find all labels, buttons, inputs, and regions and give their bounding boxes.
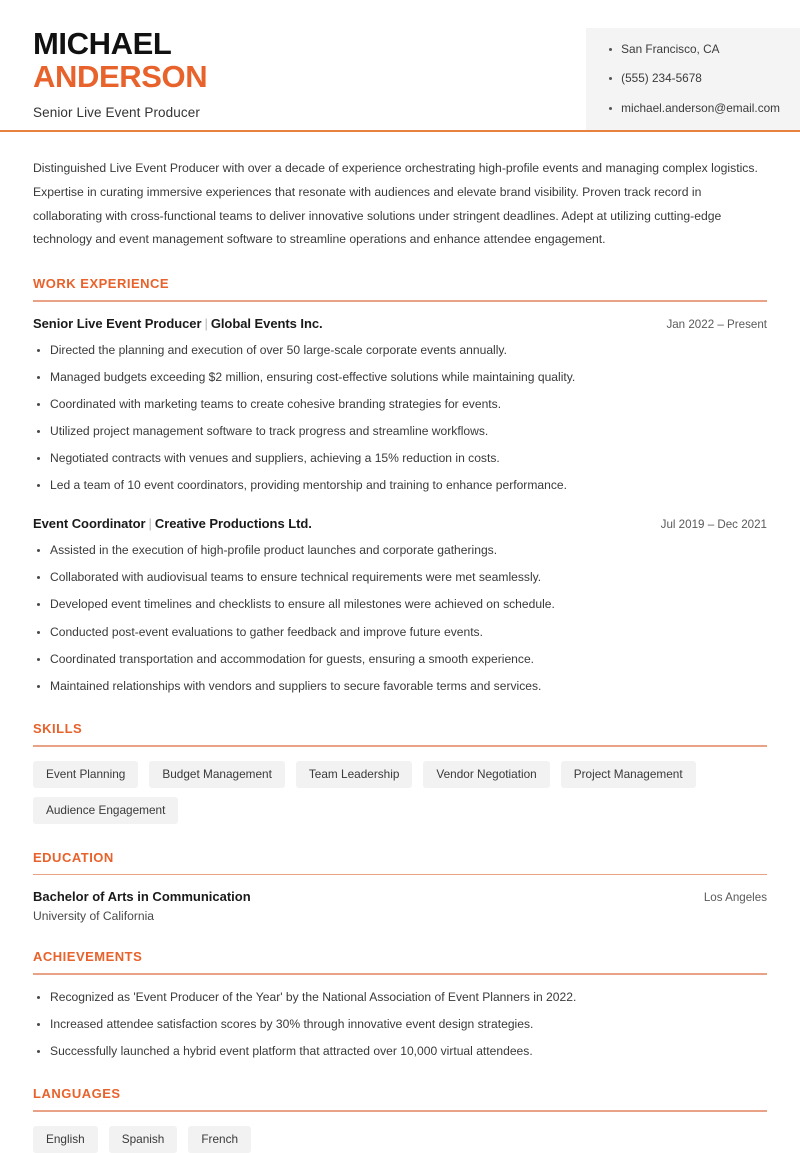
language-chip: Spanish (109, 1126, 178, 1153)
experience-company: Creative Productions Ltd. (154, 516, 312, 532)
section-languages (33, 1086, 767, 1153)
job-title: Senior Live Event Producer (33, 104, 200, 120)
section-title-achievements: ACHIEVEMENTS (33, 949, 143, 965)
experience-bullets (33, 542, 767, 695)
education-entry (33, 889, 767, 923)
experience-dates: Jan 2022 – Present (666, 317, 767, 331)
experience-role: Event Coordinator (33, 516, 146, 532)
list-item: Successfully launched a hybrid event platform that attracted over 10,000 virtual attendees. (33, 1043, 767, 1061)
section-achievements (33, 949, 767, 1060)
achievements-bullets (33, 989, 767, 1061)
list-item: Conducted post-event evaluations to gather feedback and improve future events. (33, 624, 767, 642)
experience-role: Senior Live Event Producer (33, 315, 202, 331)
experience-entry-heading (33, 316, 323, 331)
section-title-work-experience: WORK EXPERIENCE (33, 276, 170, 292)
experience-entry-header (33, 516, 767, 531)
contact-item-email[interactable]: michael.anderson@email.com (608, 101, 780, 116)
list-item: Recognized as 'Event Producer of the Year' by the National Association of Event Planners in 2022. (33, 989, 767, 1007)
list-item: Coordinated transportation and accommodation for guests, ensuring a smooth experience. (33, 651, 767, 669)
education-degree: Bachelor of Arts in Communication (33, 889, 251, 905)
list-item: Utilized project management software to track progress and streamline workflows. (33, 423, 767, 441)
list-item: Collaborated with audiovisual teams to ensure technical requirements were met seamlessly. (33, 569, 767, 587)
section-rule (33, 874, 767, 876)
title-separator: | (204, 315, 208, 331)
experience-company: Global Events Inc. (210, 315, 323, 331)
skill-chip: Team Leadership (296, 761, 413, 788)
section-rule (33, 973, 767, 975)
resume-body (0, 157, 800, 1153)
section-title-skills: SKILLS (33, 721, 83, 737)
contact-box (586, 28, 800, 130)
skill-chip: Budget Management (149, 761, 285, 788)
list-item: Assisted in the execution of high-profile product launches and corporate gatherings. (33, 542, 767, 560)
experience-entry-heading (33, 516, 312, 531)
language-chip: French (188, 1126, 251, 1153)
skills-chip-list (33, 761, 767, 824)
list-item: Increased attendee satisfaction scores by 30% through innovative event design strategies. (33, 1016, 767, 1034)
list-item: Coordinated with marketing teams to create cohesive branding strategies for events. (33, 396, 767, 414)
resume-header (0, 0, 800, 130)
section-title-education: EDUCATION (33, 849, 114, 865)
skill-chip: Event Planning (33, 761, 138, 788)
skill-chip: Audience Engagement (33, 797, 178, 824)
languages-chip-list (33, 1126, 767, 1153)
education-entry-header (33, 889, 767, 904)
experience-bullets (33, 342, 767, 495)
section-work-experience (33, 276, 767, 695)
list-item: Maintained relationships with vendors and suppliers to secure favorable terms and services. (33, 678, 767, 696)
experience-entry (33, 516, 767, 695)
language-chip: English (33, 1126, 98, 1153)
list-item: Developed event timelines and checklists to ensure all milestones were achieved on schedule. (33, 596, 767, 614)
section-rule (33, 745, 767, 747)
header-divider (0, 130, 800, 132)
list-item: Led a team of 10 event coordinators, providing mentorship and training to enhance performance. (33, 477, 767, 495)
section-rule (33, 1110, 767, 1112)
section-education (33, 850, 767, 924)
skill-chip: Project Management (561, 761, 696, 788)
experience-entry-header (33, 316, 767, 331)
title-separator: | (148, 516, 152, 532)
list-item: Negotiated contracts with venues and suppliers, achieving a 15% reduction in costs. (33, 450, 767, 468)
list-item: Managed budgets exceeding $2 million, ensuring cost-effective solutions while maintaining quality. (33, 369, 767, 387)
contact-list (608, 42, 780, 116)
last-name: ANDERSON (33, 59, 208, 95)
contact-item-phone[interactable]: (555) 234-5678 (608, 71, 780, 86)
experience-dates: Jul 2019 – Dec 2021 (660, 518, 767, 532)
first-name: MICHAEL (33, 26, 172, 61)
section-rule (33, 300, 767, 302)
contact-item-location[interactable]: San Francisco, CA (608, 42, 780, 57)
education-location: Los Angeles (703, 891, 767, 905)
section-skills (33, 721, 767, 824)
skill-chip: Vendor Negotiation (423, 761, 549, 788)
section-title-languages: LANGUAGES (33, 1086, 121, 1102)
experience-entry (33, 316, 767, 495)
education-school: University of California (33, 909, 154, 924)
identity-block (33, 22, 207, 120)
list-item: Directed the planning and execution of over 50 large-scale corporate events annually. (33, 342, 767, 360)
professional-summary: Distinguished Live Event Producer with over a decade of experience orchestrating high-profile events and managing complex logistics. Expertise in curating immersive experiences that resonate with audiences and elevate brand visibility. Proven track record in collaborating with cross-functional teams to deliver innovative solutions under stringent deadlines. Adept at utilizing cutting-edge technology and event management software to streamline operations and enhance attendee engagement. (33, 161, 758, 247)
